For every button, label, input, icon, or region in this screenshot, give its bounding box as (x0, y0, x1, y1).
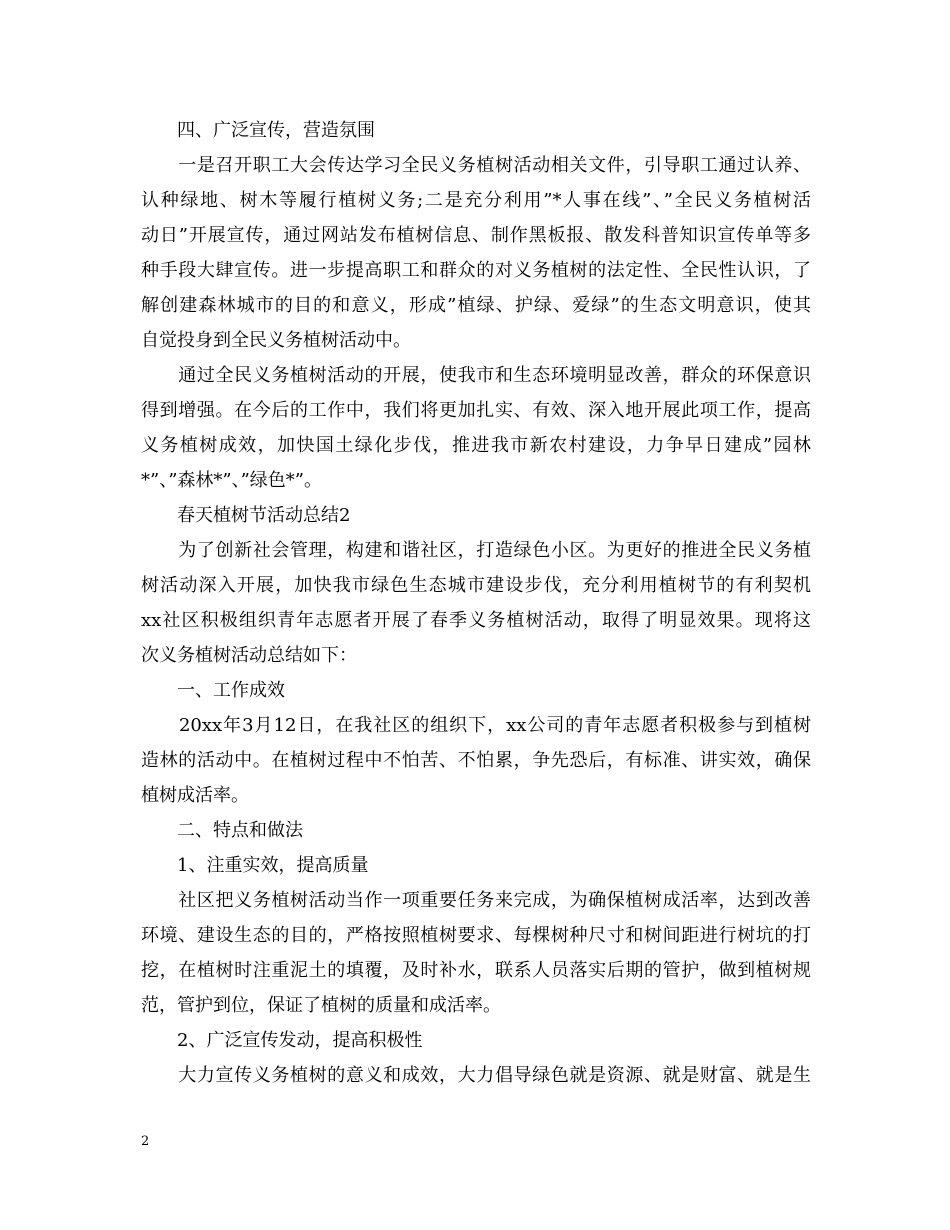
text-line: 通过全民义务植树活动的开展，使我市和生态环境明显改善，群众的环保意识 (141, 365, 811, 386)
text-line: 春天植树节活动总结2 (141, 505, 351, 526)
text-line: 为了创新社会管理，构建和谐社区，打造绿色小区。为更好的推进全民义务植 (141, 540, 811, 561)
text-line: 一是召开职工大会传达学习全民义务植树活动相关文件，引导职工通过认养、 (141, 155, 811, 176)
text-line: 义务植树成效，加快国土绿化步伐，推进我市新农村建设，力争早日建成”园林 (141, 435, 811, 456)
text-line: 自觉投身到全民义务植树活动中。 (141, 330, 411, 351)
text-line: 一、工作成效 (141, 680, 285, 701)
document-body (141, 113, 811, 1093)
text-line: 得到增强。在今后的工作中，我们将更加扎实、有效、深入地开展此项工作，提高 (141, 400, 811, 421)
text-line: 四、广泛宣传，营造氛围 (141, 120, 375, 141)
text-line: 树活动深入开展，加快我市绿色生态城市建设步伐，充分利用植树节的有利契机 (141, 575, 811, 596)
text-line: 环境、建设生态的目的，严格按照植树要求、每棵树种尺寸和树间距进行树坑的打 (141, 925, 811, 946)
text-line: xx社区积极组织青年志愿者开展了春季义务植树活动，取得了明显效果。现将这 (141, 610, 811, 631)
text-line: 1、注重实效，提高质量 (141, 855, 369, 876)
text-line: *”、”森林*”、”绿色*”。 (141, 470, 323, 491)
text-line: 种手段大肆宣传。进一步提高职工和群众的对义务植树的法定性、全民性认识，了 (141, 260, 811, 281)
text-line: 社区把义务植树活动当作一项重要任务来完成，为确保植树成活率，达到改善 (141, 890, 811, 911)
text-line: 2、广泛宣传发动，提高积极性 (141, 1030, 423, 1051)
text-line: 次义务植树活动总结如下： (141, 645, 357, 666)
text-line: 挖，在植树时注重泥土的填覆，及时补水，联系人员落实后期的管护，做到植树规 (141, 960, 811, 981)
text-line: 造林的活动中。在植树过程中不怕苦、不怕累，争先恐后，有标准、讲实效，确保 (141, 750, 811, 771)
text-line: 解创建森林城市的目的和意义，形成”植绿、护绿、爱绿”的生态文明意识，使其 (141, 295, 811, 316)
text-line: 20xx年3月12日，在我社区的组织下，xx公司的青年志愿者积极参与到植树 (141, 715, 811, 736)
text-line: 大力宣传义务植树的意义和成效，大力倡导绿色就是资源、就是财富、就是生 (141, 1065, 811, 1086)
text-line: 动日”开展宣传，通过网站发布植树信息、制作黑板报、散发科普知识宣传单等多 (141, 225, 811, 246)
text-line: 认种绿地、树木等履行植树义务;二是充分利用”*人事在线”、”全民义务植树活 (141, 190, 811, 211)
text-line: 植树成活率。 (141, 785, 249, 806)
text-line: 二、特点和做法 (141, 820, 303, 841)
page-number: 2 (141, 1134, 150, 1149)
text-line: 范，管护到位，保证了植树的质量和成活率。 (141, 995, 501, 1016)
